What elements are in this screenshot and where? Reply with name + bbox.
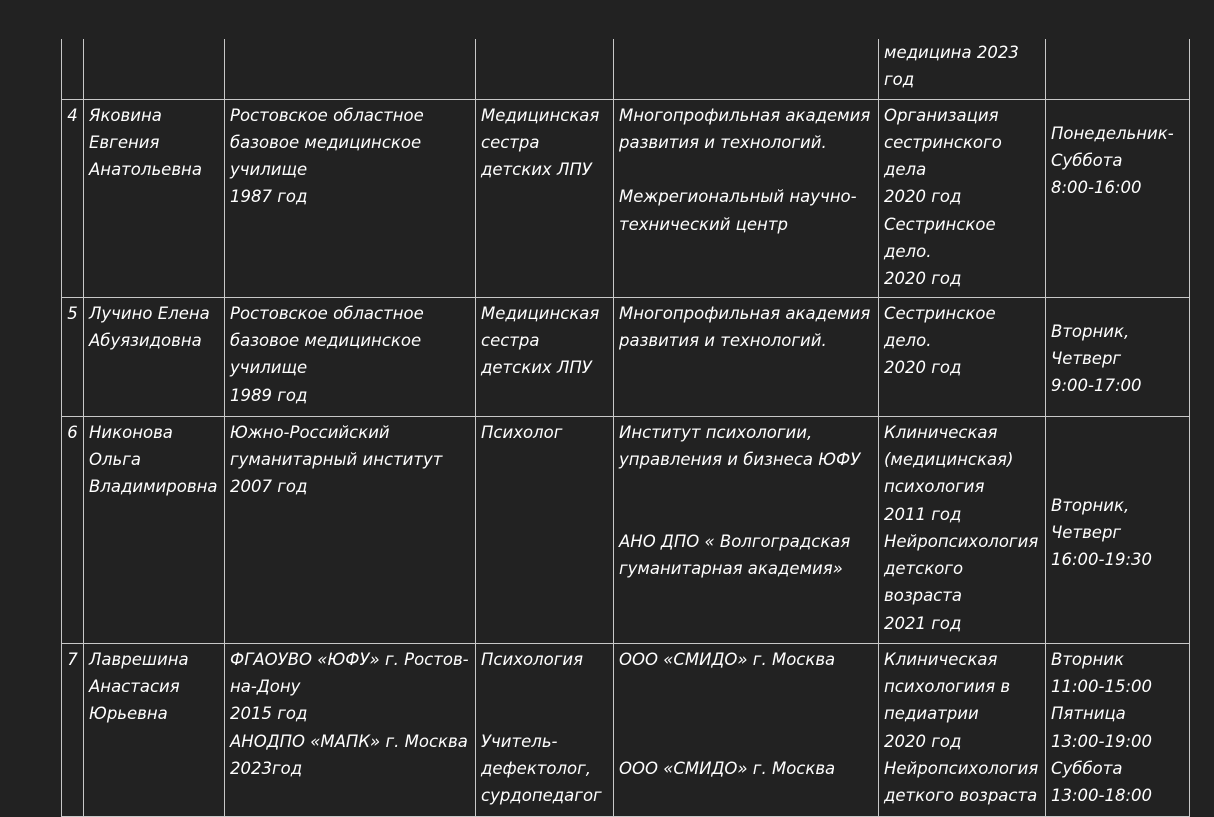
cell-schedule: Вторник, Четверг 16:00-19:30 [1046,416,1190,643]
cell-name: Лаврешина Анастасия Юрьевна [84,643,225,816]
table-row [62,99,1190,297]
table-row [62,416,1190,643]
cell-education: Ростовское областное базовое медицинское училище 1989 год [225,297,476,416]
cell-name: Лучино Елена Абуязидовна [84,297,225,416]
cell-schedule: Вторник 11:00-15:00 Пятница 13:00-19:00 Суббота 13:00-18:00 [1046,643,1190,816]
cell-schedule [1046,39,1190,99]
cell-name: Никонова Ольга Владимировна [84,416,225,643]
table-row-partial [62,39,1190,99]
cell-num: 5 [62,297,84,416]
cell-name [84,39,225,99]
cell-schedule: Понедельник- Суббота 8:00-16:00 [1046,99,1190,297]
cell-num [62,39,84,99]
cell-qualification: Клиническая (медицинская) психология 2011 год Нейропсихология детского возраста 2021 год [879,416,1046,643]
cell-education: ФГАОУВО «ЮФУ» г. Ростов- на-Дону 2015 год АНОДПО «МАПК» г. Москва 2023год [225,643,476,816]
cell-specialty [476,39,614,99]
cell-name: Яковина Евгения Анатольевна [84,99,225,297]
cell-institution: Многопрофильная академия развития и технологий. Межрегиональный научно- технический центр [614,99,879,297]
cell-qualification: медицина 2023 год [879,39,1046,99]
cell-qualification: Сестринское дело. 2020 год [879,297,1046,416]
cell-specialty: Психолог [476,416,614,643]
cell-institution: ООО «СМИДО» г. Москва ООО «СМИДО» г. Москва [614,643,879,816]
cell-num: 6 [62,416,84,643]
cell-specialty: Психология Учитель- дефектолог, сурдопедагог [476,643,614,816]
cell-education: Южно-Российский гуманитарный институт 2007 год [225,416,476,643]
cell-num: 7 [62,643,84,816]
table-row [62,643,1190,816]
cell-num: 4 [62,99,84,297]
cell-qualification: Организация сестринского дела 2020 год Сестринское дело. 2020 год [879,99,1046,297]
table-row [62,297,1190,416]
cell-institution: Институт психологии, управления и бизнеса ЮФУ АНО ДПО « Волгоградская гуманитарная академия» [614,416,879,643]
cell-institution [614,39,879,99]
cell-qualification: Клиническая психологиия в педиатрии 2020 год Нейропсихология деткого возраста [879,643,1046,816]
cell-schedule: Вторник, Четверг 9:00-17:00 [1046,297,1190,416]
staff-table [61,39,1190,817]
cell-specialty: Медицинская сестра детских ЛПУ [476,99,614,297]
cell-education: Ростовское областное базовое медицинское училище 1987 год [225,99,476,297]
cell-specialty: Медицинская сестра детских ЛПУ [476,297,614,416]
cell-institution: Многопрофильная академия развития и технологий. [614,297,879,416]
cell-education [225,39,476,99]
